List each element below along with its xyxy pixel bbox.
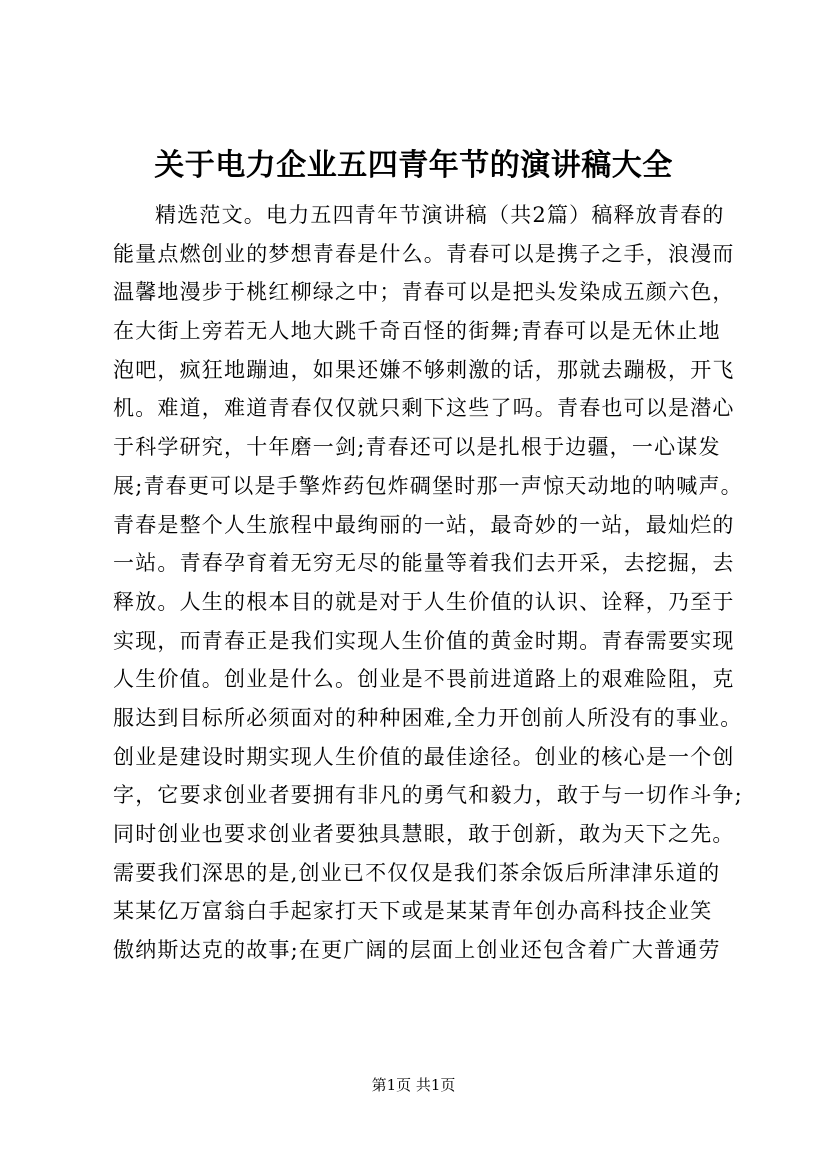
body-line: 同时创业也要求创业者要独具慧眼，敢于创新，敢为天下之先。: [113, 822, 735, 846]
body-line: 服达到目标所必须面对的种种困难,全力开创前人所没有的事业。: [113, 705, 743, 730]
body-line: 需要我们深思的是,创业已不仅仅是我们茶余饭后所津津乐道的: [113, 860, 721, 885]
body-line: 泡吧，疯狂地蹦迪，如果还嫌不够刺激的话，那就去蹦极，开飞: [113, 357, 735, 382]
body-line: 青春是整个人生旅程中最绚丽的一站，最奇妙的一站，最灿烂的: [113, 512, 735, 537]
document-title: 关于电力企业五四青年节的演讲稿大全: [154, 148, 673, 183]
body-line: 字，它要求创业者要拥有非凡的勇气和毅力，敢于与一切作斗争;: [113, 783, 743, 808]
body-line: 精选范文。电力五四青年节演讲稿（共2篇）稿释放青春的: [155, 203, 725, 227]
body-line: 创业是建设时期实现人生价值的最佳途径。创业的核心是一个创: [113, 744, 735, 769]
body-line: 释放。人生的根本目的就是对于人生价值的认识、诠释，乃至于: [113, 589, 735, 614]
body-line: 于科学研究，十年磨一剑;青春还可以是扎根于边疆，一心谋发: [113, 435, 721, 460]
document-body: [113, 196, 743, 970]
body-line: 能量点燃创业的梦想青春是什么。青春可以是携子之手，浪漫而: [113, 241, 735, 266]
body-line: 机。难道，难道青春仅仅就只剩下这些了吗。青春也可以是潜心: [113, 396, 735, 421]
body-line: 展;青春更可以是手擎炸药包炸碉堡时那一声惊天动地的呐喊声。: [113, 473, 743, 498]
body-line: 某某亿万富翁白手起家打天下或是某某青年创办高科技企业笑: [113, 899, 713, 924]
body-line: 实现，而青春正是我们实现人生价值的黄金时期。青春需要实现: [113, 628, 735, 653]
body-line: 在大街上旁若无人地大跳千奇百怪的街舞;青春可以是无休止地: [113, 319, 721, 344]
page-footer: 第1页 共1页: [371, 1076, 456, 1094]
body-line: 傲纳斯达克的故事;在更广阔的层面上创业还包含着广大普通劳: [113, 938, 721, 963]
body-line: 温馨地漫步于桃红柳绿之中；青春可以是把头发染成五颜六色，: [113, 280, 735, 305]
body-line: 人生价值。创业是什么。创业是不畏前进道路上的艰难险阻，克: [113, 667, 735, 692]
body-line: 一站。青春孕育着无穷无尽的能量等着我们去开采，去挖掘，去: [113, 551, 735, 576]
